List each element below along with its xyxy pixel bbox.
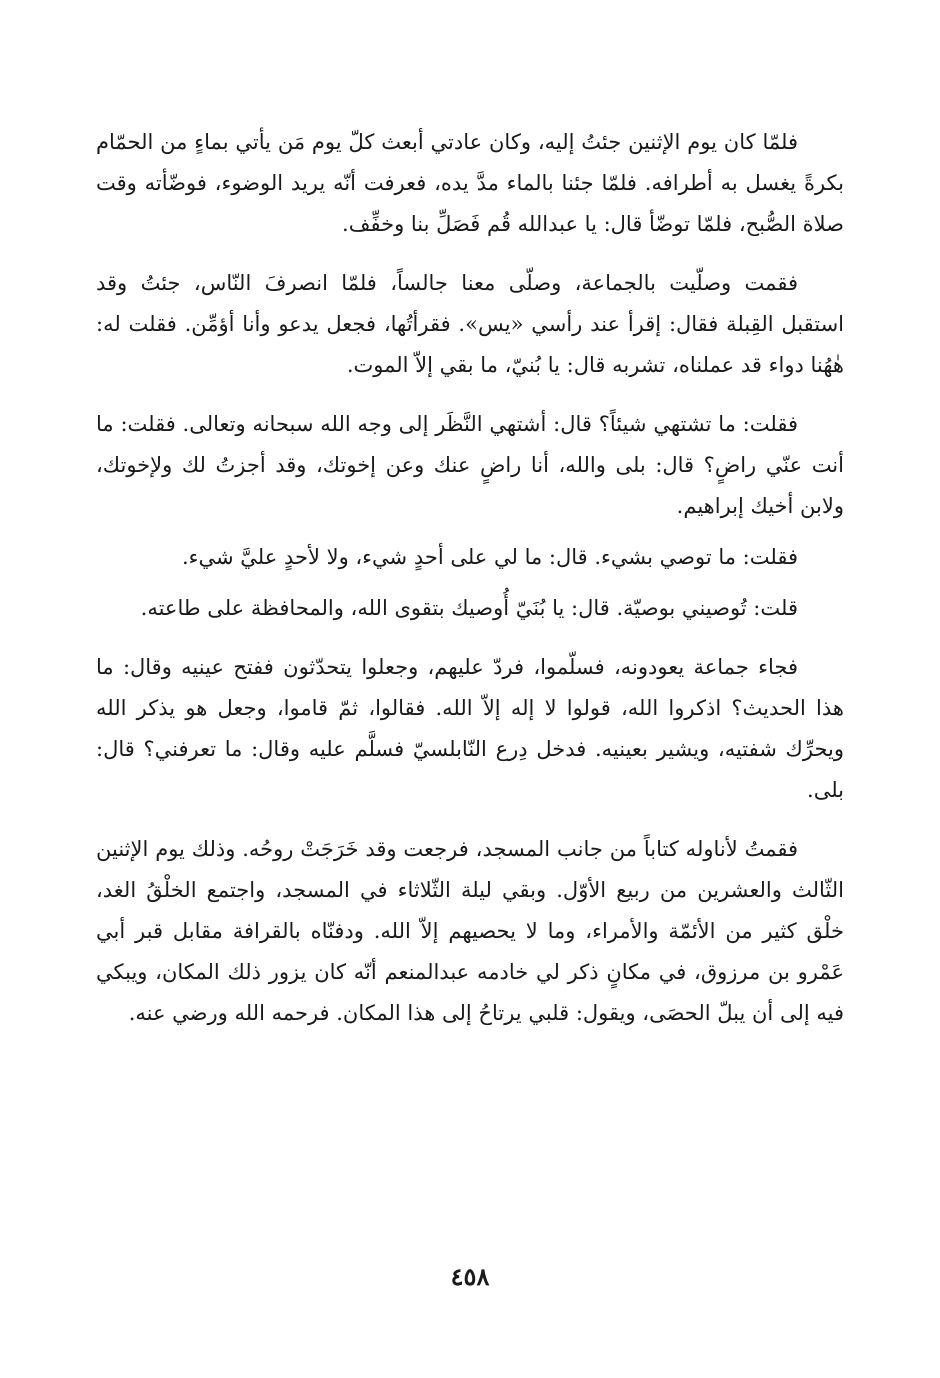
paragraph-1: فلمّا كان يوم الإثنين جئتُ إليه، وكان عادتي أبعث كلّ يوم مَن يأتي بماءٍ من الحمّام بكرةً يغسل به أطرافه. فلمّا جئنا بالماء مدَّ يده، فعرفت أنّه يريد الوضوء، فوضّأته وقت صلاة الصُّبح، فلمّا توضّأ قال: يا عبدالله قُم فَصَلِّ بنا وخفِّف. [96,130,844,236]
paragraph-5: قلت: تُوصيني بوصيّة. قال: يا بُنَيّ أُوصيك بتقوى الله، والمحافظة على طاعته. [140,596,798,620]
paragraph-3: فقلت: ما تشتهي شيئاً؟ قال: أشتهي النَّظَر إلى وجه الله سبحانه وتعالى. فقلت: ما أنت عنّي راضٍ؟ قال: بلى والله، أنا راضٍ عنك وعن إخوتك، وقد أجزتُ لك ولإخوتك، ولابن أخيك إبراهيم. [96,412,844,518]
page-number: ٤٥٨ [450,1262,490,1291]
paragraph-4: فقلت: ما توصي بشيء. قال: ما لي على أحدٍ شيء، ولا لأحدٍ عليَّ شيء. [181,545,798,569]
paragraph-7: فقمتُ لأناوله كتاباً من جانب المسجد، فرجعت وقد خَرَجَتْ روحُه. وذلك يوم الإثنين الثّالث والعشرين من ربيع الأوّل. وبقي ليلة الثّلاثاء في المسجد، واجتمع الخلْقُ الغد، خلْق كثير من الأئمّة والأمراء، وما لا يحصيهم إلاّ الله. ودفنّاه بالقرافة مقابل قبر أبي عَمْرو بن مرزوق، في مكانٍ ذكر لي خادمه عبدالمنعم أنّه كان يزور ذلك المكان، ويبكي فيه إلى أن يبلّ الحصَى، ويقول: قلبي يرتاحُ إلى هذا المكان. فرحمه الله ورضي عنه. [96,837,844,1025]
body-text [96,122,844,1052]
paragraph-2: فقمت وصلّيت بالجماعة، وصلّى معنا جالساً، فلمّا انصرفَ النّاس، جئتُ وقد استقبل القِبلة فقال: إقرأ عند رأسي «يس». فقرأتُها، فجعل يدعو وأنا أؤمِّن. فقلت له: هٰهُنا دواء قد عملناه، تشربه قال: يا بُنيّ، ما بقي إلاّ الموت. [96,271,844,377]
paragraph-6: فجاء جماعة يعودونه، فسلّموا، فردّ عليهم، وجعلوا يتحدّثون ففتح عينيه وقال: ما هذا الحديث؟ اذكروا الله، قولوا لا إله إلاّ الله. فقالوا، ثمّ قاموا، وجعل هو يذكر الله ويحرِّك شفتيه، ويشير بعينيه. فدخل دِرع النّابلسيّ فسلَّم عليه وقال: ما تعرفني؟ قال: بلى. [96,655,844,802]
